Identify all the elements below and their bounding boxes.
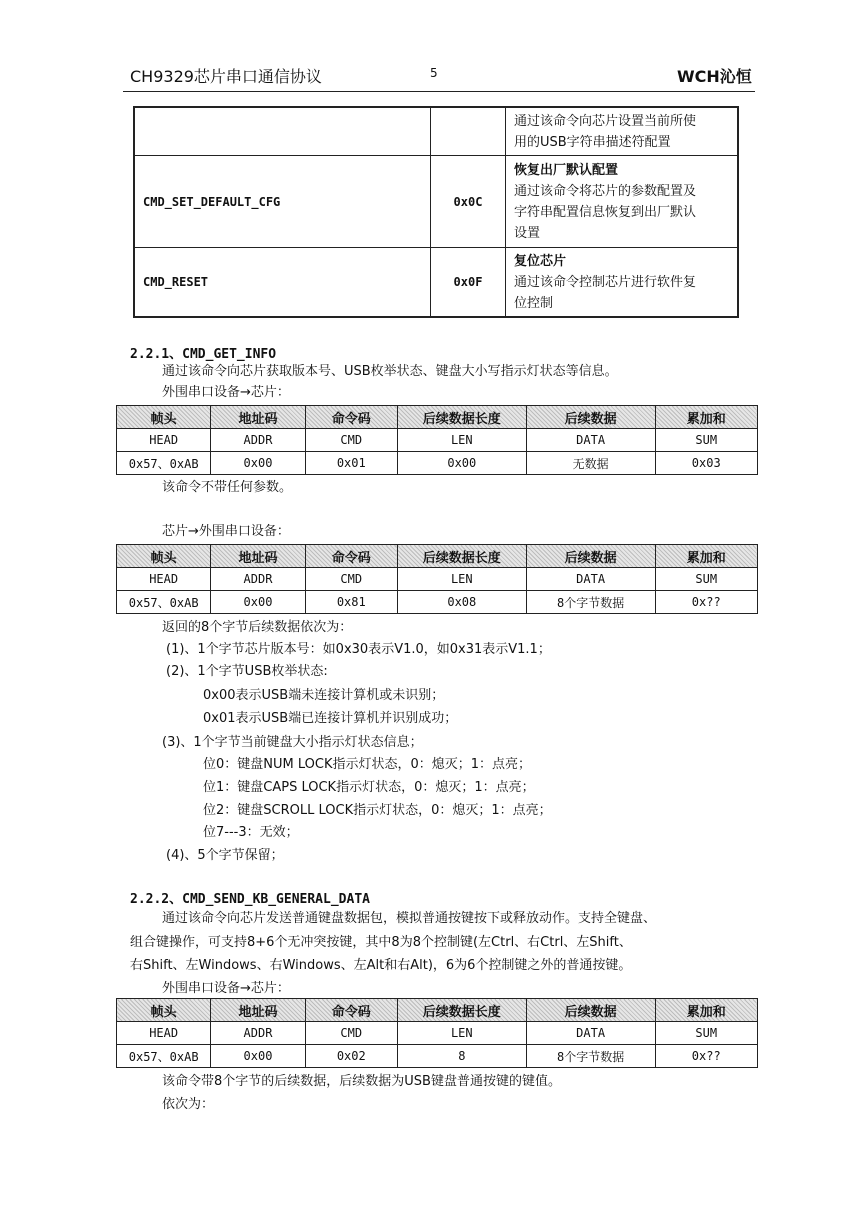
cmd-name-cell: CMD_SET_DEFAULT_CFG	[134, 156, 431, 248]
value-cell: 0x00	[397, 452, 526, 475]
desc-line: 通过该命令将芯片的参数配置及	[514, 184, 697, 199]
value-cell: 0x57、0xAB	[117, 1045, 211, 1068]
cmd-name-cell	[134, 107, 431, 156]
header-cell: 地址码	[211, 406, 305, 429]
header-cell: 命令码	[305, 406, 397, 429]
value-cell: 0x??	[655, 1045, 758, 1068]
frame-table-kb-data	[116, 998, 758, 1068]
value-cell: 0x00	[211, 1045, 305, 1068]
table-header-row	[117, 999, 758, 1022]
table-row	[117, 1022, 758, 1045]
table-row	[117, 591, 758, 614]
cmd-name-cell: CMD_RESET	[134, 248, 431, 318]
cmd-code-cell	[431, 107, 506, 156]
value-cell: 0x00	[211, 591, 305, 614]
desc-line: 用的USB字符串描述符配置	[514, 135, 671, 150]
value-cell: 0x08	[397, 591, 526, 614]
paragraph: 通过该命令向芯片获取版本号、USB枚举状态、键盘大小写指示灯状态等信息。	[162, 364, 618, 379]
frame-table-request	[116, 405, 758, 475]
field-cell: SUM	[655, 1022, 758, 1045]
header-rule	[123, 91, 755, 92]
value-cell: 0x??	[655, 591, 758, 614]
section-heading-2-2-2: 2.2.2、CMD_SEND_KB_GENERAL_DATA	[130, 892, 370, 907]
table-row	[117, 429, 758, 452]
cmd-desc-cell	[506, 248, 739, 318]
cmd-code-cell: 0x0C	[431, 156, 506, 248]
header-cell: 累加和	[655, 545, 758, 568]
desc-title: 恢复出厂默认配置	[514, 163, 619, 178]
value-cell: 8	[397, 1045, 526, 1068]
paragraph-line: 通过该命令向芯片发送普通键盘数据包，模拟普通按键按下或释放动作。支持全键盘、	[162, 911, 657, 926]
header-cell: 后续数据长度	[397, 999, 526, 1022]
value-cell: 0x01	[305, 452, 397, 475]
header-cell: 地址码	[211, 545, 305, 568]
direction-label: 外围串口设备→芯片：	[162, 385, 290, 400]
value-cell: 0x57、0xAB	[117, 452, 211, 475]
direction-label: 芯片→外围串口设备：	[162, 524, 290, 539]
field-cell: LEN	[397, 1022, 526, 1045]
list-item: (4)、5个字节保留；	[166, 848, 284, 863]
paragraph: 该命令不带任何参数。	[162, 480, 293, 495]
field-cell: DATA	[526, 568, 655, 591]
list-item: 位7---3：无效；	[203, 825, 299, 840]
value-cell: 0x81	[305, 591, 397, 614]
list-item: 位2：键盘SCROLL LOCK指示灯状态，0：熄灭；1：点亮；	[203, 803, 552, 818]
value-cell: 0x57、0xAB	[117, 591, 211, 614]
value-cell: 无数据	[526, 452, 655, 475]
value-cell: 0x02	[305, 1045, 397, 1068]
header-cell: 后续数据	[526, 406, 655, 429]
paragraph-line: 右Shift、左Windows、右Windows、左Alt和右Alt)，6为6个控制键之外的普通按键。	[130, 958, 632, 973]
table-row	[117, 1045, 758, 1068]
desc-line: 设置	[514, 226, 541, 241]
list-item: (3)、1个字节当前键盘大小指示灯状态信息；	[162, 735, 423, 750]
table-header-row	[117, 545, 758, 568]
paragraph: 返回的8个字节后续数据依次为：	[162, 620, 353, 635]
field-cell: ADDR	[211, 568, 305, 591]
field-cell: DATA	[526, 1022, 655, 1045]
header-cell: 后续数据	[526, 545, 655, 568]
field-cell: SUM	[655, 429, 758, 452]
list-item: (2)、1个字节USB枚举状态:	[166, 664, 328, 679]
header-cell: 帧头	[117, 999, 211, 1022]
table-row	[134, 156, 738, 248]
desc-title: 复位芯片	[514, 254, 567, 269]
table-row	[117, 568, 758, 591]
value-cell: 8个字节数据	[526, 1045, 655, 1068]
table-header-row	[117, 406, 758, 429]
direction-label: 外围串口设备→芯片：	[162, 981, 290, 996]
field-cell: HEAD	[117, 568, 211, 591]
desc-line: 字符串配置信息恢复到出厂默认	[514, 205, 697, 220]
field-cell: HEAD	[117, 1022, 211, 1045]
value-cell: 0x00	[211, 452, 305, 475]
list-item: 位0：键盘NUM LOCK指示灯状态，0：熄灭；1：点亮；	[203, 757, 532, 772]
header-cell: 后续数据	[526, 999, 655, 1022]
desc-line: 通过该命令控制芯片进行软件复	[514, 275, 697, 290]
field-cell: SUM	[655, 568, 758, 591]
desc-line: 通过该命令向芯片设置当前所使	[514, 114, 697, 129]
header-cell: 命令码	[305, 999, 397, 1022]
field-cell: ADDR	[211, 429, 305, 452]
header-cell: 帧头	[117, 545, 211, 568]
field-cell: DATA	[526, 429, 655, 452]
list-item: 位1：键盘CAPS LOCK指示灯状态，0：熄灭；1：点亮；	[203, 780, 535, 795]
frame-table-response	[116, 544, 758, 614]
value-cell: 0x03	[655, 452, 758, 475]
header-page-number: 5	[430, 66, 438, 80]
header-cell: 后续数据长度	[397, 545, 526, 568]
header-company: WCH沁恒	[677, 67, 752, 86]
section-heading-2-2-1: 2.2.1、CMD_GET_INFO	[130, 347, 277, 362]
header-doc-title: CH9329芯片串口通信协议	[130, 67, 322, 86]
table-row	[134, 248, 738, 318]
header-cell: 累加和	[655, 406, 758, 429]
list-item: (1)、1个字节芯片版本号：如0x30表示V1.0，如0x31表示V1.1；	[166, 642, 551, 657]
field-cell: CMD	[305, 568, 397, 591]
list-item: 0x01表示USB端已连接计算机并识别成功；	[203, 711, 458, 726]
header-cell: 帧头	[117, 406, 211, 429]
field-cell: LEN	[397, 429, 526, 452]
paragraph-line: 组合键操作，可支持8+6个无冲突按键，其中8为8个控制键(左Ctrl、右Ctrl、左Shift、	[130, 935, 632, 950]
list-item: 0x00表示USB端未连接计算机或未识别；	[203, 688, 445, 703]
desc-line: 位控制	[514, 296, 554, 311]
table-row	[134, 107, 738, 156]
table-row	[117, 452, 758, 475]
command-table	[133, 106, 739, 318]
cmd-desc-cell	[506, 107, 739, 156]
field-cell: LEN	[397, 568, 526, 591]
paragraph: 该命令带8个字节的后续数据，后续数据为USB键盘普通按键的键值。	[162, 1074, 561, 1089]
cmd-code-cell: 0x0F	[431, 248, 506, 318]
header-cell: 命令码	[305, 545, 397, 568]
paragraph: 依次为：	[162, 1097, 215, 1112]
header-cell: 地址码	[211, 999, 305, 1022]
value-cell: 8个字节数据	[526, 591, 655, 614]
field-cell: CMD	[305, 429, 397, 452]
header-cell: 后续数据长度	[397, 406, 526, 429]
field-cell: ADDR	[211, 1022, 305, 1045]
header-cell: 累加和	[655, 999, 758, 1022]
cmd-desc-cell	[506, 156, 739, 248]
field-cell: CMD	[305, 1022, 397, 1045]
field-cell: HEAD	[117, 429, 211, 452]
